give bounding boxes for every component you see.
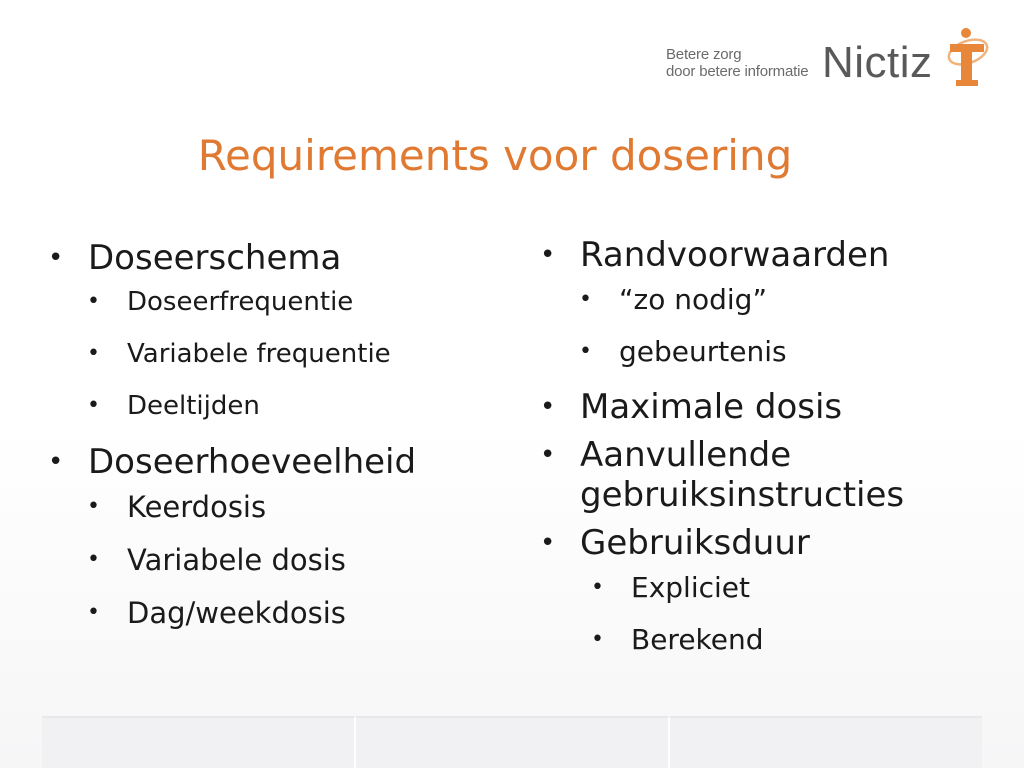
list-item-text: Expliciet	[631, 571, 750, 604]
list-item	[45, 490, 495, 524]
slide-title: Requirements voor dosering	[197, 131, 793, 180]
footer-cell	[670, 716, 982, 768]
list-item-text: Variabele dosis	[127, 543, 346, 577]
footer-cell	[356, 716, 670, 768]
footer-bar	[42, 716, 982, 768]
bullet-icon: •	[579, 339, 592, 364]
list-item-text: Doseerschema	[88, 238, 342, 278]
list-item-text: Keerdosis	[127, 490, 267, 524]
list-item-text: “zo nodig”	[619, 283, 767, 316]
bullet-icon: •	[87, 393, 100, 418]
list-item	[45, 390, 495, 422]
list-item	[45, 238, 495, 278]
bullet-icon: •	[87, 494, 100, 519]
left-bullet-list	[45, 238, 495, 649]
list-item	[45, 596, 495, 630]
list-item	[45, 338, 495, 370]
bullet-icon: •	[87, 289, 100, 314]
bullet-icon: •	[540, 392, 556, 422]
tagline-line-2: door betere informatie	[666, 63, 809, 80]
bullet-icon: •	[591, 627, 604, 652]
list-item-text: Randvoorwaarden	[580, 235, 890, 275]
list-item-text: Maximale dosis	[580, 387, 843, 427]
tagline-line-1: Betere zorg	[666, 46, 742, 63]
list-item	[45, 286, 495, 318]
list-item-text: Dag/weekdosis	[127, 596, 346, 630]
logo-tagline	[666, 46, 808, 80]
list-item-text: Aanvullende gebruiksinstructies	[580, 435, 905, 515]
bullet-icon: •	[591, 575, 604, 600]
bullet-icon: •	[87, 547, 100, 572]
list-item-text: Doseerfrequentie	[127, 287, 354, 317]
bullet-icon: •	[540, 240, 556, 270]
list-item	[537, 623, 977, 657]
list-item-text: Berekend	[631, 623, 764, 656]
brand-name: Nictiz	[822, 38, 933, 87]
bullet-icon: •	[48, 447, 64, 477]
footer-cell	[42, 716, 356, 768]
right-bullet-list	[537, 235, 977, 675]
list-item	[537, 387, 977, 427]
bullet-icon: •	[579, 287, 592, 312]
list-item-text: Doseerhoeveelheid	[88, 442, 417, 482]
list-item	[537, 435, 977, 515]
list-item	[537, 523, 977, 563]
bullet-icon: •	[48, 243, 64, 273]
list-item-text: Deeltijden	[127, 391, 260, 421]
list-item-text: Gebruiksduur	[580, 523, 810, 563]
list-item	[537, 571, 977, 605]
list-item-text: Variabele frequentie	[127, 339, 391, 369]
bullet-icon: •	[540, 440, 556, 470]
nictiz-logo-icon	[946, 26, 996, 88]
list-item	[537, 235, 977, 275]
bullet-icon: •	[87, 341, 100, 366]
list-item-text: gebeurtenis	[619, 335, 787, 368]
list-item	[537, 335, 977, 369]
bullet-icon: •	[87, 600, 100, 625]
nictiz-logo	[666, 26, 996, 90]
list-item	[537, 283, 977, 317]
list-item	[45, 442, 495, 482]
list-item	[45, 543, 495, 577]
bullet-icon: •	[540, 528, 556, 558]
